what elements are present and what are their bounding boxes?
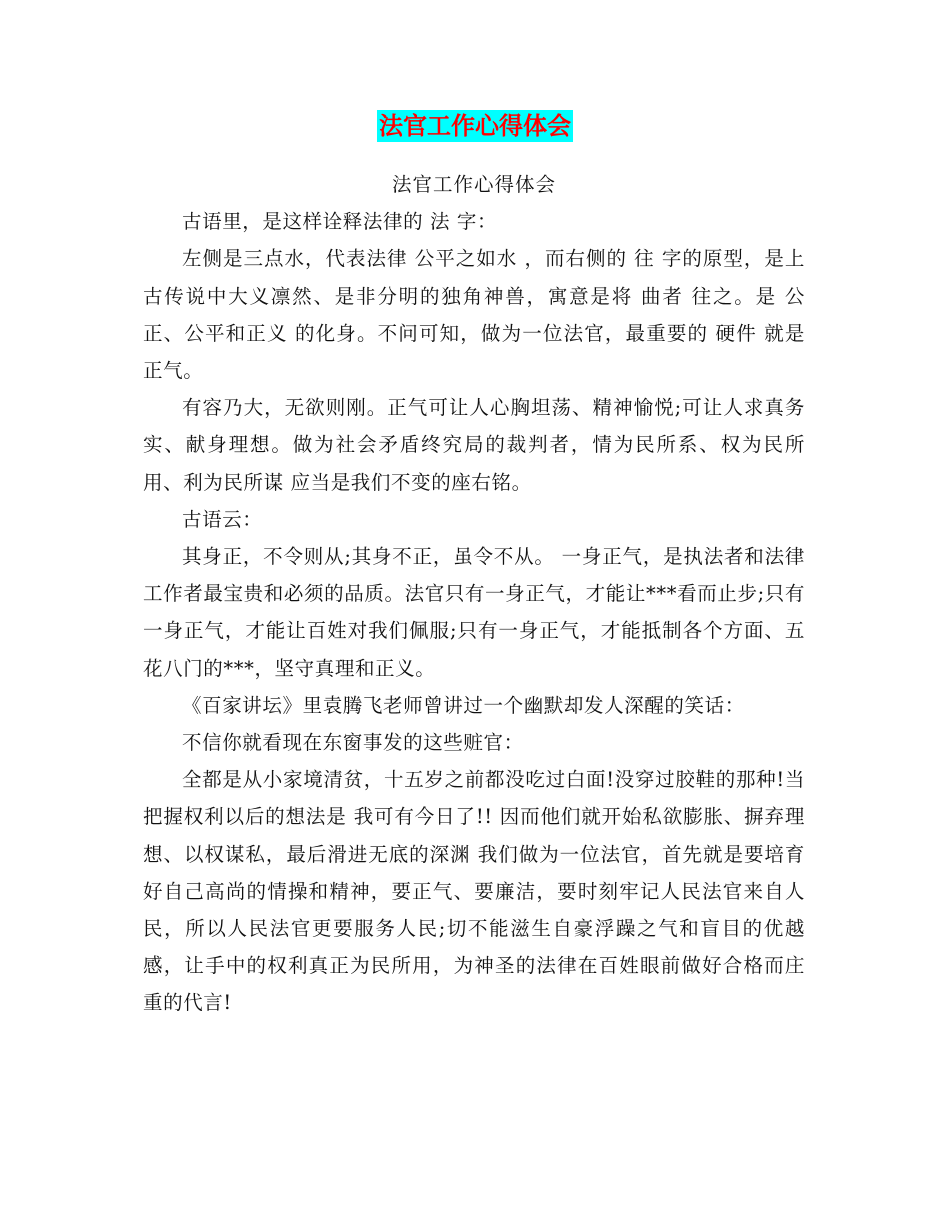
paragraph: 其身正，不令则从;其身不正，虽令不从。 一身正气，是执法者和法律工作者最宝贵和必须的品质。法官只有一身正气，才能让***看而止步;只有一身正气，才能让百姓对我们佩服;只有一身正气，才能抵制各个方面、五花八门的***，坚守真理和正义。 bbox=[143, 545, 805, 680]
paragraph: 不信你就看现在东窗事发的这些赃官： bbox=[182, 731, 524, 755]
title-container bbox=[0, 110, 950, 142]
document-title: 法官工作心得体会 bbox=[379, 112, 571, 140]
paragraph: 有容乃大，无欲则刚。正气可让人心胸坦荡、精神愉悦;可让人求真务实、献身理想。做为社会矛盾终究局的裁判者，情为民所系、权为民所用、利为民所谋 应当是我们不变的座右铭。 bbox=[143, 396, 805, 494]
document-subtitle: 法官工作心得体会 bbox=[391, 173, 556, 196]
paragraph: 左侧是三点水，代表法律 公平之如水 ，而右侧的 往 字的原型，是上古传说中大义凛然、是非分明的独角神兽，寓意是将 曲者 往之。是 公正、公平和正义 的化身。不问可知，做为一位法官，最重要的 硬件 就是正气。 bbox=[143, 247, 805, 383]
paragraph: 全都是从小家境清贫，十五岁之前都没吃过白面!没穿过胶鞋的那种!当把握权利以后的想法是 我可有今日了!! 因而他们就开始私欲膨胀、摒弃理想、以权谋私，最后滑进无底的深渊 我们做为一位法官，首先就是要培育好自己高尚的情操和精神，要正气、要廉洁，要时刻牢记人民法官来自人民，所以人民法官更要服务人民;切不能滋生自豪浮躁之气和盲目的优越感，让手中的权利真正为民所用，为神圣的法律在百姓眼前做好合格而庄重的代言! bbox=[143, 768, 805, 1015]
paragraph: 古语里，是这样诠释法律的 法 字： bbox=[182, 210, 498, 234]
document-body bbox=[143, 166, 805, 1022]
paragraph: 古语云： bbox=[182, 507, 263, 531]
paragraph: 《百家讲坛》里袁腾飞老师曾讲过一个幽默却发人深醒的笑话： bbox=[182, 693, 745, 717]
